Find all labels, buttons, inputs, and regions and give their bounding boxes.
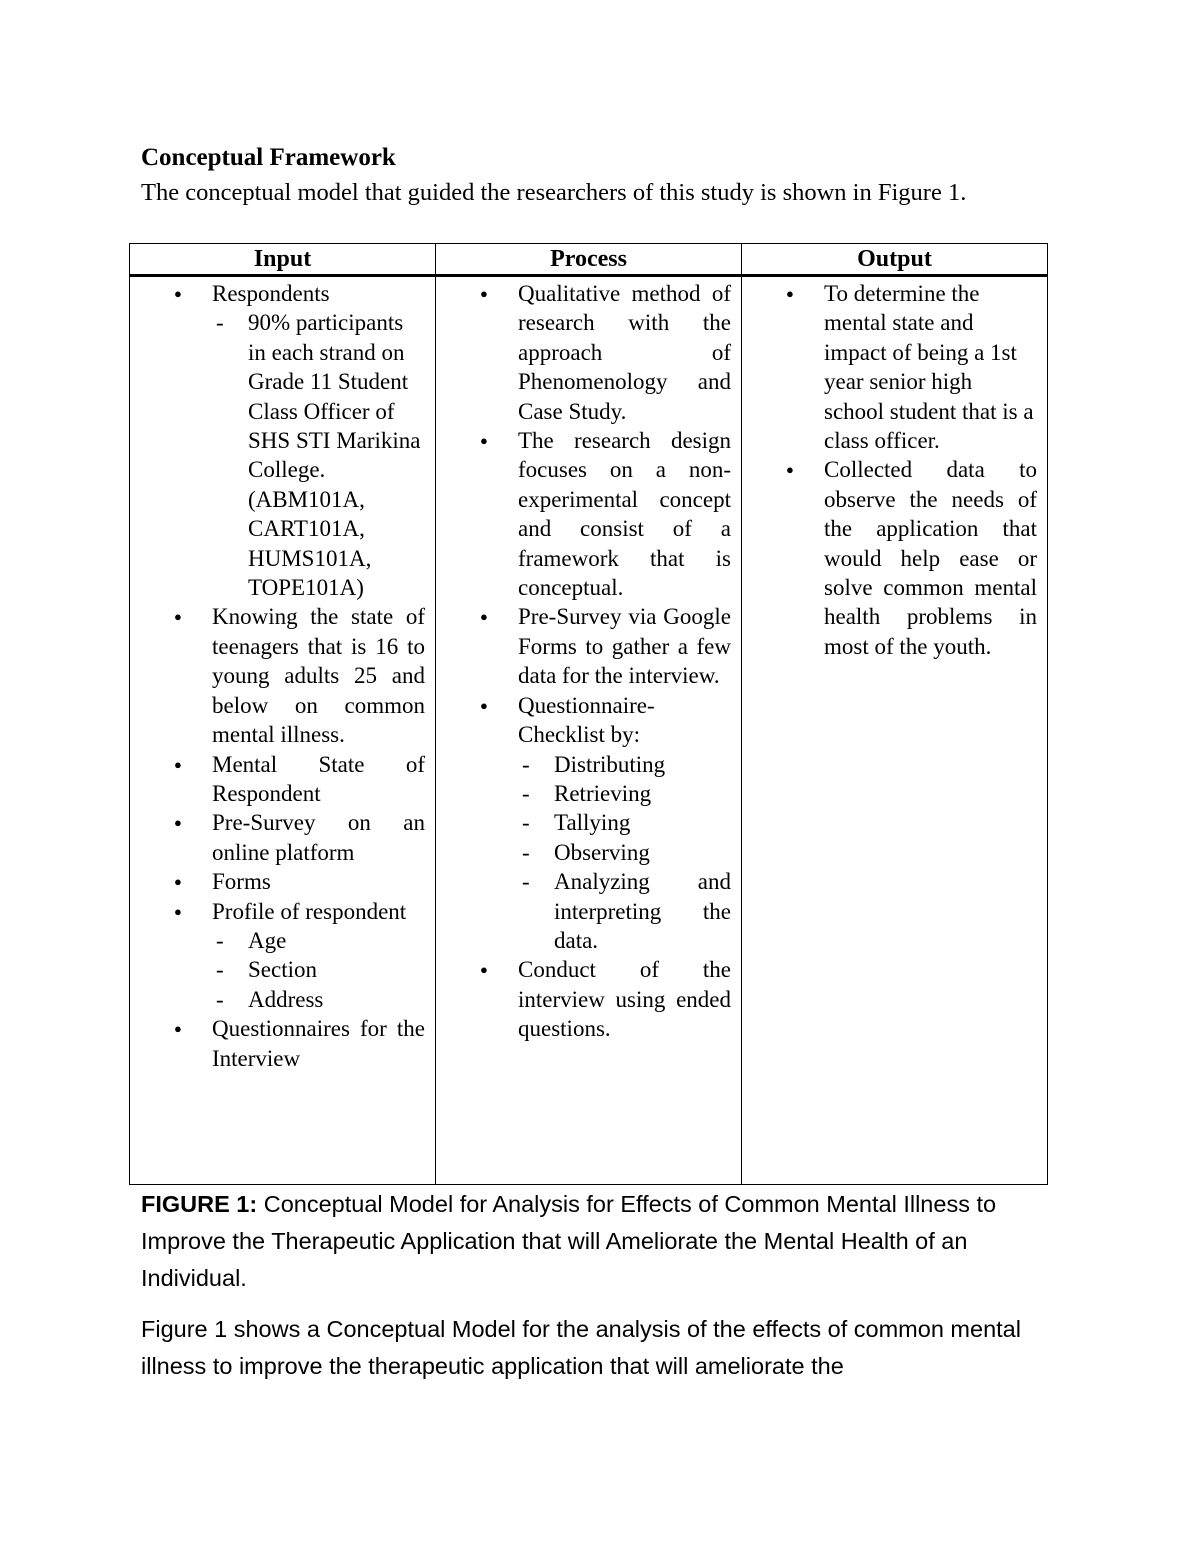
list-item — [742, 455, 1037, 661]
input-forms: Forms — [212, 869, 271, 895]
list-item — [130, 867, 425, 896]
process-list — [436, 279, 731, 1044]
list-item — [436, 279, 731, 426]
sub-list — [212, 308, 425, 602]
list-item — [130, 808, 425, 867]
process-retrieving: Retrieving — [554, 780, 652, 806]
sub-list-item — [518, 750, 731, 779]
input-cell — [130, 276, 436, 1185]
input-questionnaires: Questionnaires for the Interview — [212, 1016, 425, 1071]
table-header-row — [130, 244, 1048, 276]
process-checklist: Questionnaire-Checklist by: — [518, 692, 655, 748]
list-item — [130, 897, 425, 1015]
list-item — [436, 426, 731, 602]
list-item — [436, 691, 731, 956]
input-age: Age — [248, 927, 287, 953]
input-participants: 90% participants in each strand on Grade 11 Student Class Officer of SHS STI Marikina College. (ABM101A, CART101A, HUMS101A, TOPE101A) — [248, 310, 421, 601]
process-qualitative: Qualitative method of research with the approach of Phenomenology and Case Study. — [518, 281, 731, 424]
section-heading: Conceptual Framework — [141, 144, 396, 171]
sub-list — [212, 926, 425, 1014]
output-collected-data: Collected data to observe the needs of the application that would help ease or solve common mental health problems in most of the youth. — [824, 457, 1037, 659]
input-pre-survey: Pre-Survey on an online platform — [212, 810, 425, 865]
list-item — [130, 279, 425, 602]
figure-caption — [141, 1186, 1061, 1297]
sub-list-item — [518, 779, 731, 808]
figure-label: FIGURE 1: — [141, 1191, 258, 1217]
list-item — [742, 279, 1037, 455]
sub-list-item — [212, 926, 425, 955]
process-cell — [436, 276, 742, 1185]
list-item — [130, 602, 425, 749]
list-item — [130, 750, 425, 809]
header-input: Input — [130, 244, 436, 276]
output-cell — [742, 276, 1048, 1185]
process-distributing: Distributing — [554, 751, 666, 777]
output-list — [742, 279, 1037, 661]
input-profile: Profile of respondent — [212, 898, 407, 924]
process-design: The research design focuses on a non-experimental concept and consist of a framework that is conceptual. — [518, 428, 731, 601]
sub-list-item — [518, 808, 731, 837]
output-determine: To determine the mental state and impact of being a 1st year senior high school student that is a class officer. — [824, 281, 1034, 454]
sub-list-item — [518, 838, 731, 867]
input-address: Address — [248, 986, 324, 1012]
list-item — [436, 955, 731, 1043]
input-mental-state: Mental State of Respondent — [212, 751, 425, 806]
figure-description: Figure 1 shows a Conceptual Model for the analysis of the effects of common mental illness to improve the therapeutic application that will ameliorate the — [141, 1316, 1021, 1379]
process-tallying: Tallying — [554, 810, 631, 836]
list-item — [436, 602, 731, 690]
header-process: Process — [436, 244, 742, 276]
table-body-row — [130, 276, 1048, 1185]
sub-list-item — [212, 308, 425, 602]
header-output: Output — [742, 244, 1048, 276]
sub-list-item — [518, 867, 731, 955]
process-pre-survey: Pre-Survey via Google Forms to gather a few data for the interview. — [518, 604, 731, 689]
list-item — [130, 1014, 425, 1073]
process-interview: Conduct of the interview using ended questions. — [518, 957, 731, 1042]
conceptual-framework-table — [129, 243, 1048, 1185]
process-analyzing: Analyzing and interpreting the data. — [554, 869, 731, 953]
process-observing: Observing — [554, 839, 650, 865]
input-respondents: Respondents — [212, 281, 330, 306]
input-knowing-state: Knowing the state of teenagers that is 16 to young adults 25 and below on common mental illness. — [212, 604, 425, 748]
figure-caption-text: Conceptual Model for Analysis for Effects of Common Mental Illness to Improve the Therapeutic Application that will Ameliorate the Mental Health of an Individual. — [141, 1191, 997, 1291]
sub-list-item — [212, 985, 425, 1014]
sub-list-item — [212, 955, 425, 984]
input-list — [130, 279, 425, 1073]
intro-paragraph: The conceptual model that guided the researchers of this study is shown in Figure 1. — [141, 179, 967, 206]
sub-list — [518, 750, 731, 956]
input-section: Section — [248, 957, 317, 983]
